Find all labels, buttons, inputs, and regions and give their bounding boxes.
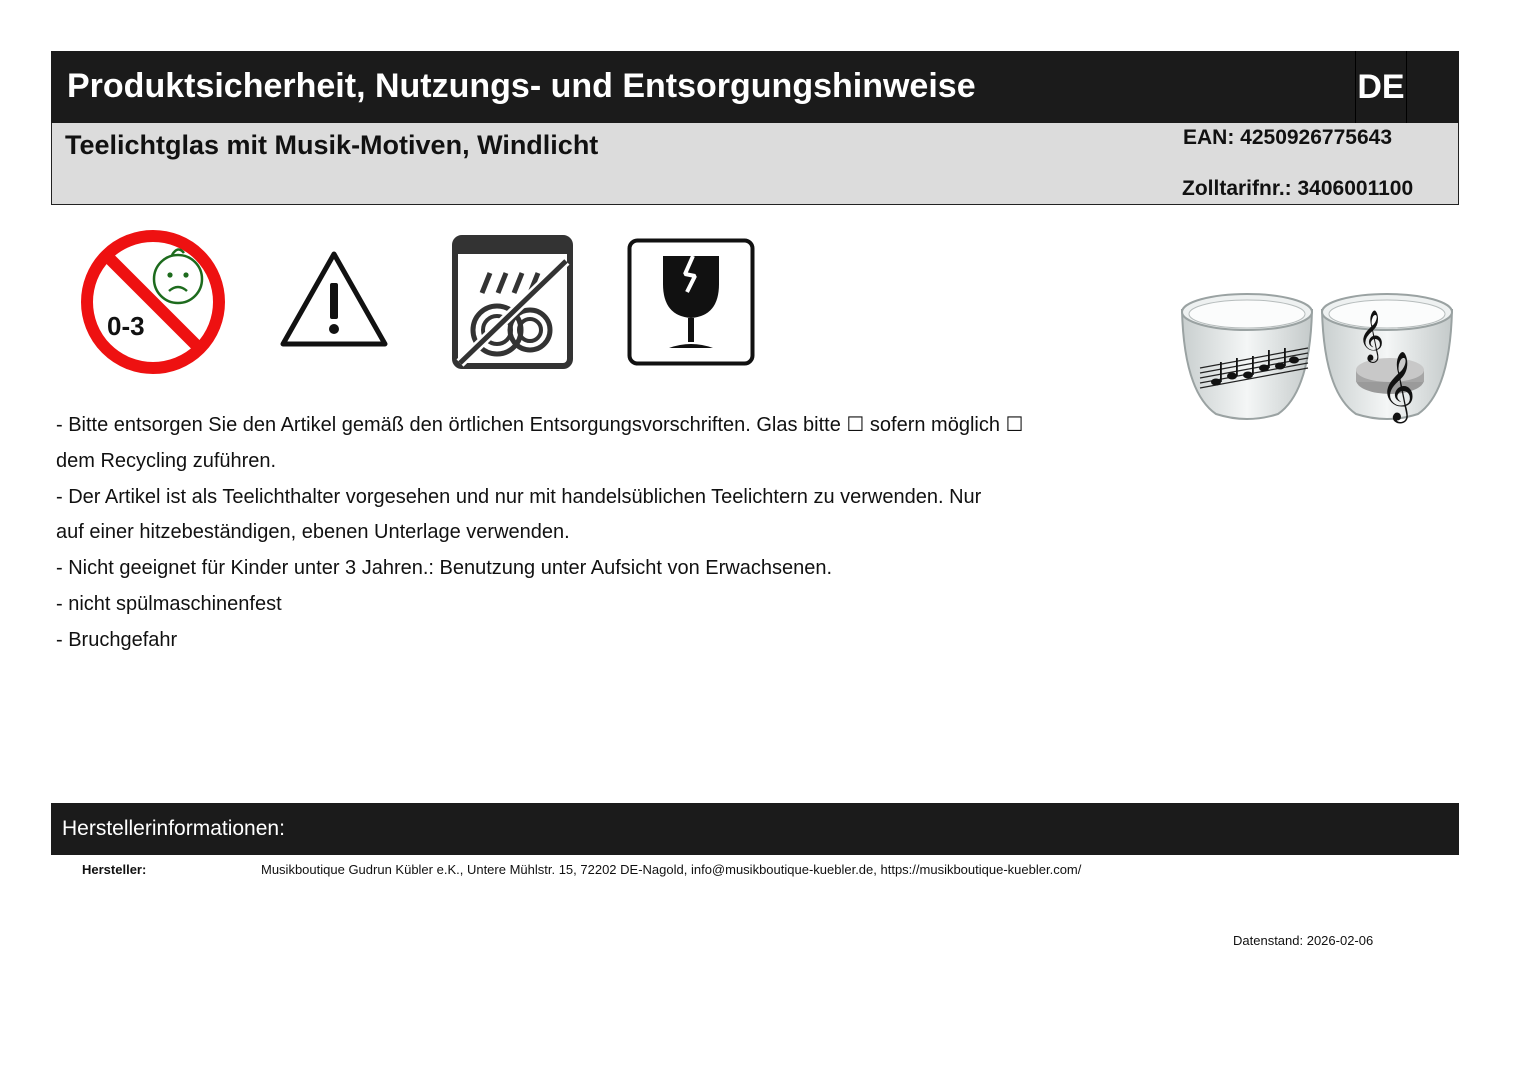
product-info-bar <box>51 123 1459 205</box>
manufacturer-section-title: Herstellerinformationen: <box>62 817 285 840</box>
usage-notes <box>56 408 1126 659</box>
note-line: dem Recycling zuführen. <box>56 449 277 472</box>
title-bar <box>51 51 1459 123</box>
page-title: Produktsicherheit, Nutzungs- und Entsorgungshinweise <box>67 67 976 105</box>
age-label: 0-3 <box>107 311 145 341</box>
note-line: auf einer hitzebeständigen, ebenen Unterlage verwenden. <box>56 521 570 544</box>
svg-text:𝄞: 𝄞 <box>1380 351 1416 421</box>
not-for-children-0-3-icon <box>80 229 226 375</box>
manufacturer-address: Musikboutique Gudrun Kübler e.K., Untere Mühlstr. 15, 72202 DE-Nagold, info@musikboutique-kuebler.de, https://musikboutique-kuebler.com/ <box>261 862 1082 877</box>
note-line: - Der Artikel ist als Teelichthalter vorgesehen und nur mit handelsüblichen Teelichtern zu verwenden. Nur <box>56 485 982 508</box>
not-dishwasher-safe-icon <box>452 235 573 369</box>
warning-triangle-icon <box>278 249 390 349</box>
language-badge: DE <box>1355 51 1407 123</box>
customs-tariff-number: Zolltarifnr.: 3406001100 <box>1182 177 1414 200</box>
fragile-glass-icon <box>627 238 755 366</box>
note-line: - Nicht geeignet für Kinder unter 3 Jahren.: Benutzung unter Aufsicht von Erwachsenen. <box>56 557 833 580</box>
note-line: - Bruchgefahr <box>56 628 178 651</box>
data-date: Datenstand: 2026-02-06 <box>1233 933 1374 948</box>
ean-number: EAN: 4250926775643 <box>1183 126 1392 149</box>
manufacturer-section-bar <box>51 803 1459 855</box>
product-name: Teelichtglas mit Musik-Motiven, Windlicht <box>65 130 599 160</box>
svg-text:𝄞: 𝄞 <box>1358 310 1385 361</box>
manufacturer-label: Hersteller: <box>82 862 147 877</box>
product-image <box>1176 282 1460 428</box>
note-line: - Bitte entsorgen Sie den Artikel gemäß den örtlichen Entsorgungsvorschriften. Glas bitte ☐ sofern möglich ☐ <box>56 414 1024 436</box>
note-line: - nicht spülmaschinenfest <box>56 592 282 615</box>
